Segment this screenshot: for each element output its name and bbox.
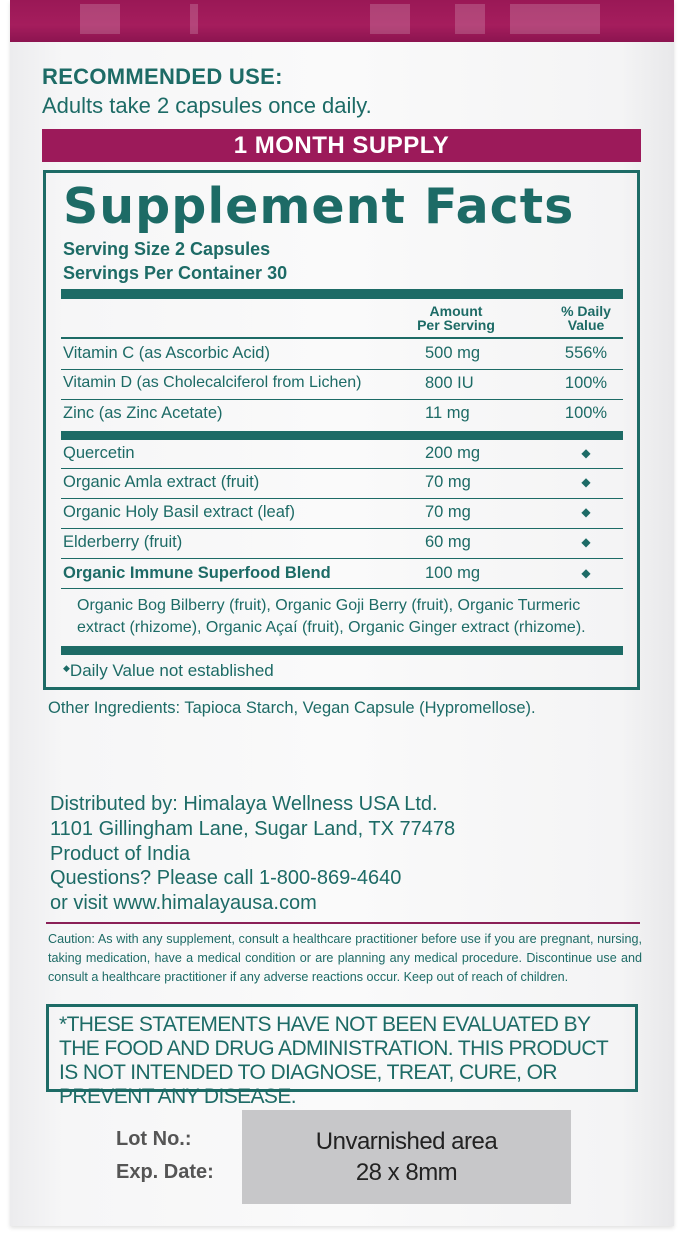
nutrient-name: Vitamin D (as Cholecalciferol from Lichen)	[63, 374, 362, 391]
supplement-facts-panel	[43, 170, 640, 690]
nutrient-name: Vitamin C (as Ascorbic Acid)	[63, 344, 270, 362]
website-line: or visit www.himalayausa.com	[50, 892, 317, 914]
ingredient-name: Quercetin	[63, 444, 135, 462]
table-row	[61, 498, 623, 527]
table-row	[61, 559, 623, 588]
diamond-icon: ◆	[63, 663, 70, 673]
table-row	[61, 339, 623, 368]
ingredient-amount: 100 mg	[425, 564, 481, 582]
caution-body: As with any supplement, consult a healthcare practitioner before use if you are pregnant, nursing, taking medication, have a medical condition or are planning any medical procedure. Discontinue use and consult a healthcare practitioner if any adverse reactions occur. Keep out of reach of children.	[48, 932, 642, 984]
ingredient-amount: 70 mg	[425, 473, 471, 491]
nutrient-daily-value: 556%	[564, 344, 608, 362]
table-row	[61, 468, 623, 497]
origin-line: Product of India	[50, 843, 191, 865]
package-top-strip	[10, 0, 674, 42]
not-established-marker: ◆	[581, 535, 591, 549]
nutrient-amount: 500 mg	[425, 344, 481, 362]
phone-line: Questions? Please call 1-800-869-4640	[50, 867, 402, 889]
thick-divider	[61, 646, 623, 655]
nutrient-daily-value: 100%	[564, 374, 608, 392]
strip-print-mark	[190, 4, 198, 34]
strip-print-mark	[80, 4, 120, 34]
daily-value-note: ◆Daily Value not established	[63, 661, 274, 680]
nutrient-daily-value: 100%	[564, 404, 608, 422]
not-established-marker: ◆	[581, 446, 591, 460]
table-row	[61, 399, 623, 428]
daily-value-column-header: % Daily Value	[561, 303, 611, 333]
not-established-marker: ◆	[581, 505, 591, 519]
table-row	[61, 528, 623, 557]
thick-divider	[61, 289, 623, 299]
not-established-marker: ◆	[581, 475, 591, 489]
unvarnished-area-size: 28 x 8mm	[355, 1159, 458, 1186]
amount-column-header: Amount Per Serving	[417, 303, 495, 333]
caution-divider	[46, 922, 640, 924]
table-row	[61, 369, 623, 398]
distributor-line: Distributed by: Himalaya Wellness USA Ltd.	[50, 793, 438, 815]
strip-print-mark	[455, 4, 485, 34]
ingredient-name: Organic Holy Basil extract (leaf)	[63, 503, 295, 521]
not-established-marker: ◆	[581, 566, 591, 580]
blend-ingredients: Organic Bog Bilberry (fruit), Organic Goji Berry (fruit), Organic Turmeric extract (rhizome), Organic Açaí (fruit), Organic Ginger extract (rhizome).	[77, 597, 586, 636]
lot-number-label: Lot No.:	[116, 1128, 192, 1150]
nutrient-name: Zinc (as Zinc Acetate)	[63, 404, 223, 422]
ingredient-name: Elderberry (fruit)	[63, 533, 183, 551]
strip-print-mark	[510, 4, 600, 34]
caution-label: Caution:	[48, 932, 95, 946]
ingredient-amount: 70 mg	[425, 503, 471, 521]
recommended-use-text: Adults take 2 capsules once daily.	[42, 93, 372, 118]
strip-print-mark	[370, 4, 410, 34]
ingredient-amount: 60 mg	[425, 533, 471, 551]
facts-title: Supplement Facts	[63, 178, 575, 235]
ingredient-name: Organic Immune Superfood Blend	[63, 564, 331, 582]
nutrient-amount: 800 IU	[425, 374, 474, 392]
serving-size: Serving Size 2 Capsules	[63, 239, 271, 259]
expiration-date-label: Exp. Date:	[116, 1161, 214, 1183]
other-ingredients: Other Ingredients: Tapioca Starch, Vegan Capsule (Hypromellose).	[48, 699, 536, 717]
row-divider	[61, 588, 623, 589]
recommended-use-title: RECOMMENDED USE:	[42, 64, 283, 89]
nutrient-amount: 11 mg	[425, 404, 470, 422]
servings-per-container: Servings Per Container 30	[63, 263, 288, 283]
fda-disclaimer: *THESE STATEMENTS HAVE NOT BEEN EVALUATED BY THE FOOD AND DRUG ADMINISTRATION. THIS PRODUCT IS NOT INTENDED TO DIAGNOSE, TREAT, CURE, OR PREVENT ANY DISEASE.	[46, 1004, 638, 1092]
table-row	[61, 439, 623, 468]
supply-banner: 1 MONTH SUPPLY	[42, 129, 641, 162]
unvarnished-area-label: Unvarnished area	[315, 1128, 498, 1155]
ingredient-amount: 200 mg	[425, 444, 481, 462]
address-line: 1101 Gillingham Lane, Sugar Land, TX 77478	[50, 818, 456, 840]
caution-text	[48, 930, 642, 987]
ingredient-name: Organic Amla extract (fruit)	[63, 473, 260, 491]
unvarnished-area	[242, 1110, 571, 1204]
